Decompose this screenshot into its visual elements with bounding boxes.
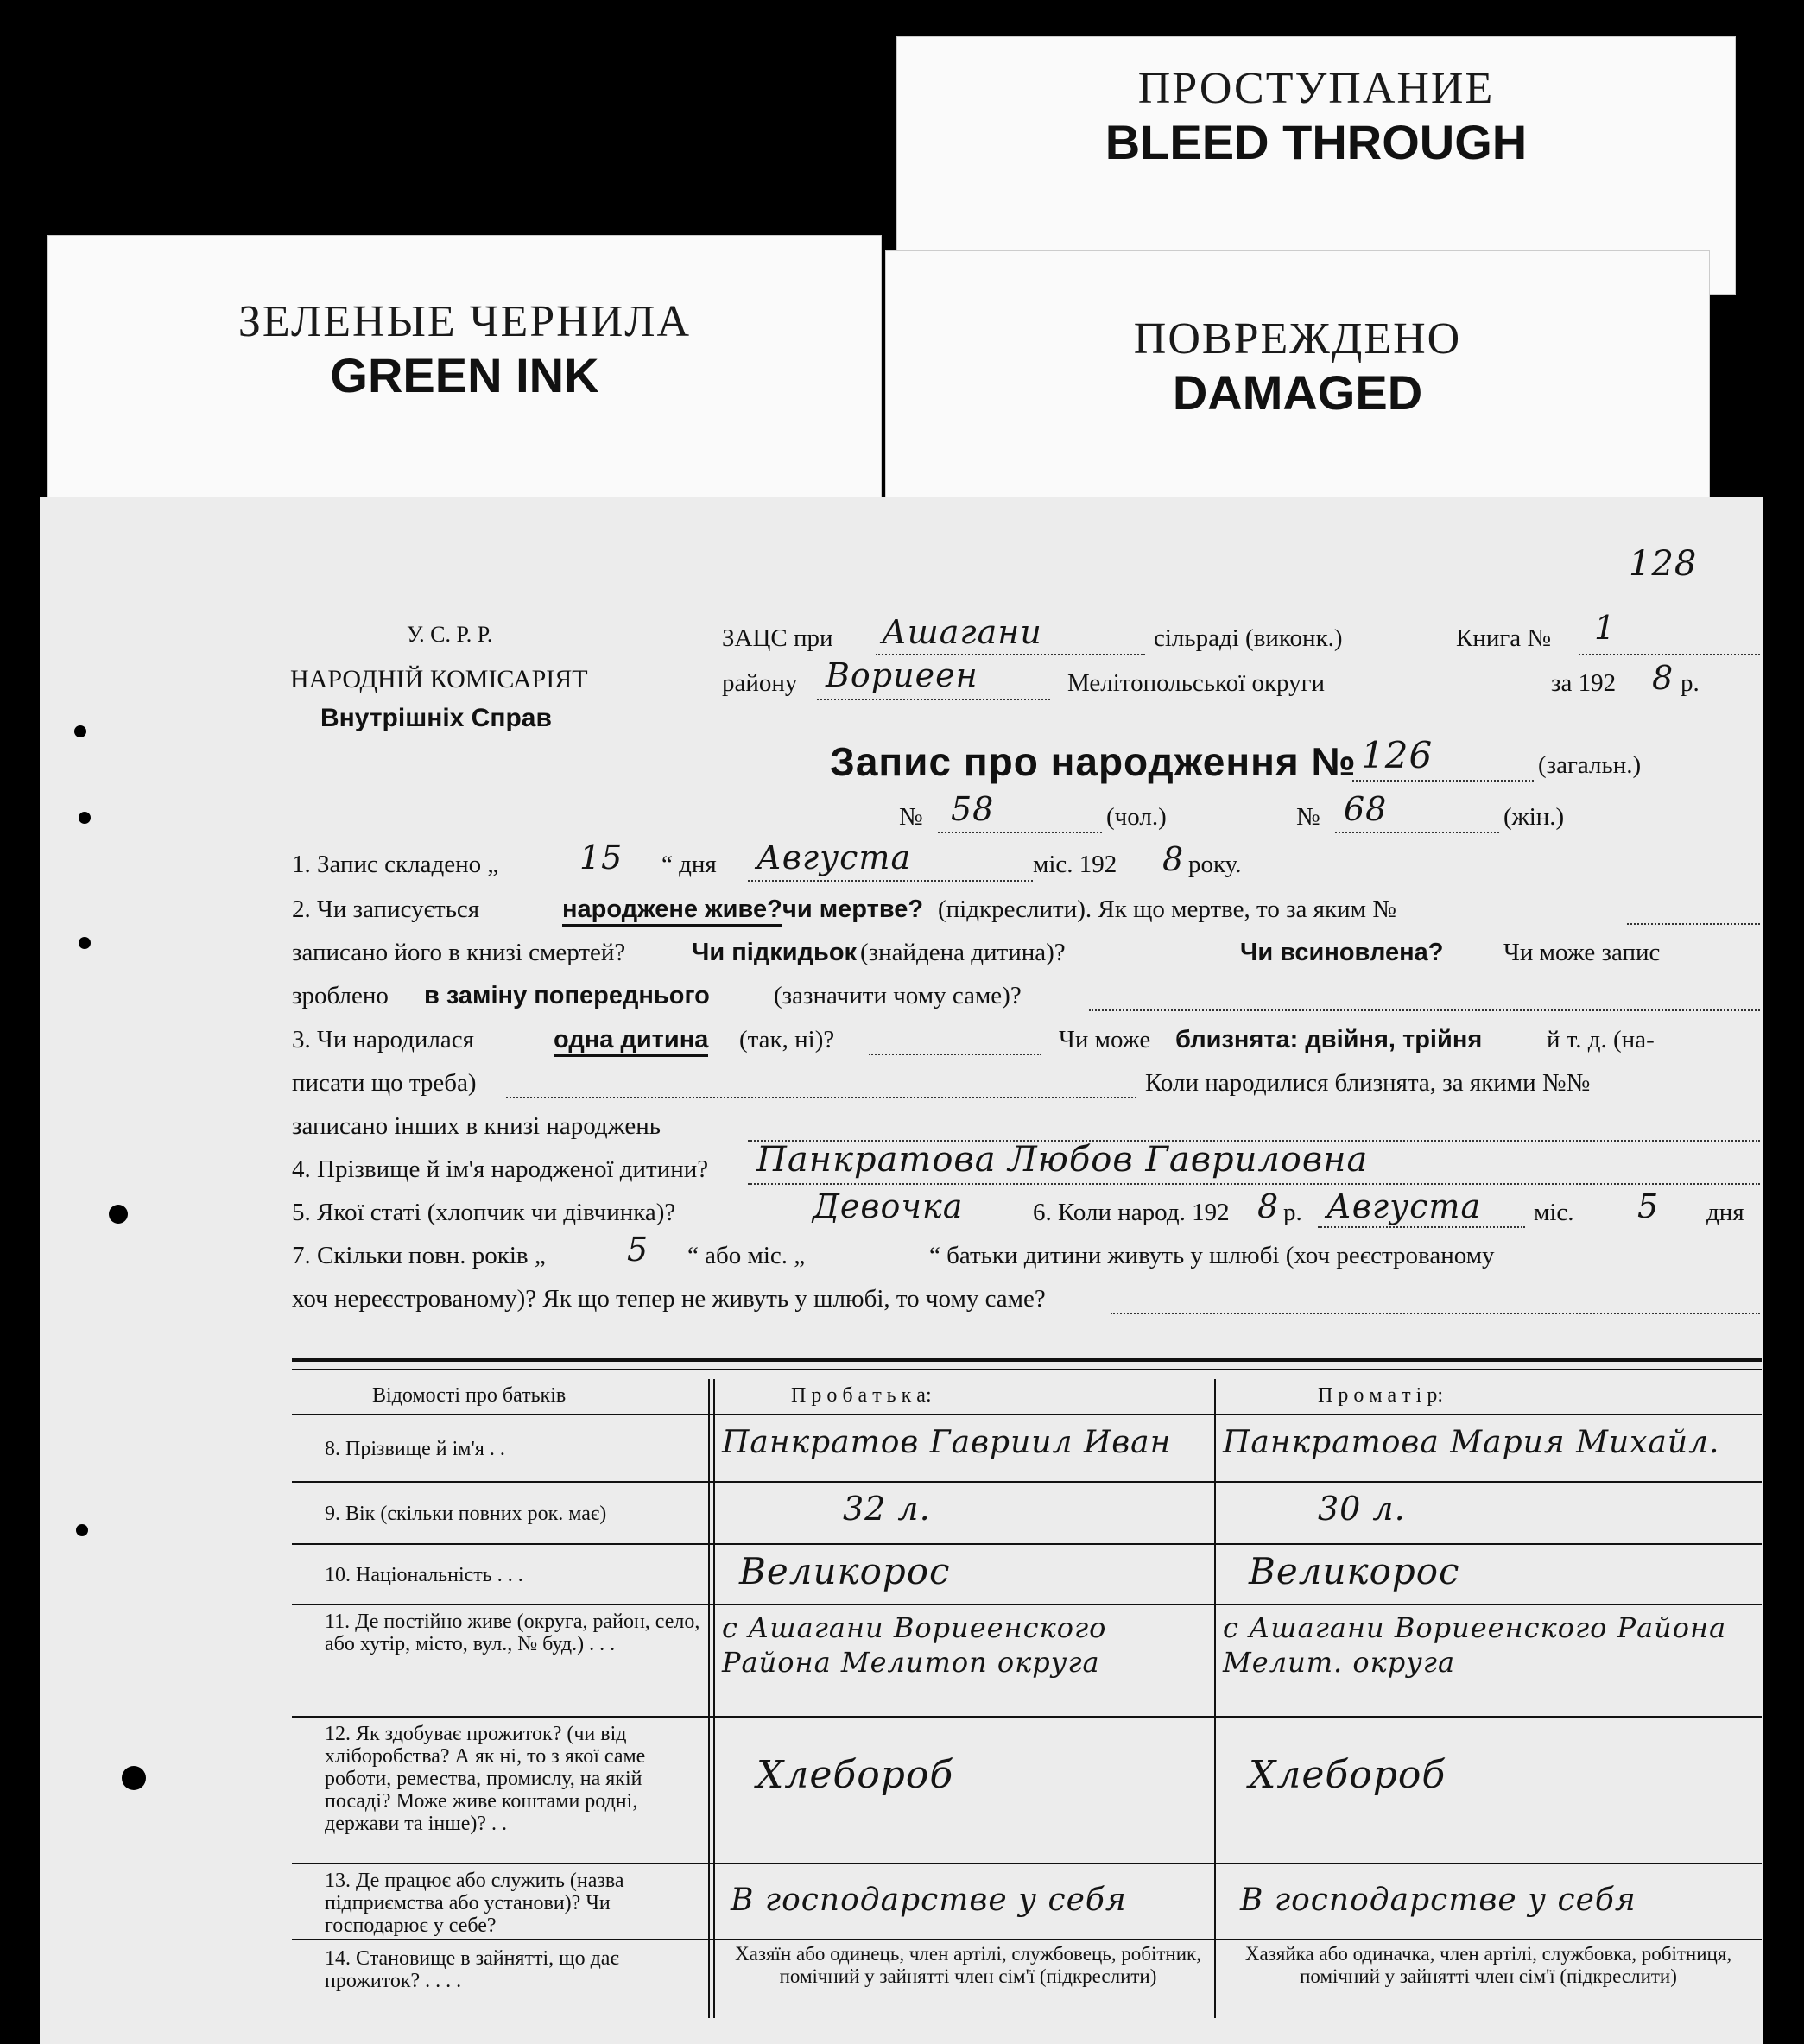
line1-a: 1. Запис складено „ [292,851,499,878]
line1-b: “ дня [661,851,717,878]
zags-place-line [876,654,1145,655]
row-label-name: 8. Прізвище й ім'я . . [325,1438,505,1460]
line2-l: (зазначити чому саме)? [774,982,1022,1009]
page-number: 128 [1629,544,1698,584]
father-occupation-status: Хазяїн або одинець, член артілі, службовець, робітник, помічний у зайнятті член сім'ї (підкреслити) [735,1943,1201,1987]
green-ink-card [47,235,882,511]
rayon-prefix: району [722,669,798,697]
foundling-option: Чи підкидьок [692,939,858,966]
rayon-value: Вориеен [826,656,978,694]
line4-label: 4. Прізвище й ім'я народженої дитини? [292,1155,709,1183]
line5-label: 5. Якої статі (хлопчик чи дівчинка)? [292,1199,676,1226]
year-digit: 8 [1652,659,1674,697]
replacement-line [1089,1009,1760,1011]
table-top-rule [292,1358,1762,1362]
record-title: Запис про народження № [830,739,1357,784]
birth-month: Августа [1326,1187,1482,1225]
table-row-line [292,1863,1762,1864]
line6-r: р. [1283,1199,1302,1226]
table-row-line [292,1716,1762,1718]
male-no-label: № [899,803,923,831]
father-residence: с Ашагани Вориеенского Района Мелитоп округа [722,1611,1107,1679]
single-child-option: одна дитина [554,1026,708,1057]
year-suffix: р. [1681,669,1700,697]
table-divider [1214,1379,1216,2018]
line1-c: міс. 192 [1033,851,1117,878]
male-no: 58 [951,790,995,828]
female-no: 68 [1344,790,1388,828]
line3-d: Чи може [1059,1026,1151,1054]
row-label-age: 9. Вік (скільки повних рок. має) [325,1503,607,1525]
green-ink-label-ru: ЗЕЛЕНЫЕ ЧЕРНИЛА [237,297,692,346]
line2-i: Чи може запис [1503,939,1661,966]
line7-a: 7. Скільки повн. років „ [292,1242,546,1269]
damaged-card [885,250,1710,509]
damaged-label-en: DAMAGED [1172,365,1423,420]
punch-hole [122,1766,146,1790]
replacement-option: в заміну попереднього [424,982,710,1009]
mother-livelihood: Хлебороб [1249,1753,1446,1797]
record-number-line [1352,780,1534,782]
born-dead-option: чи мертве? [782,895,924,923]
birth-record-document [40,497,1763,2044]
line1-d: року. [1188,851,1242,878]
line3-f: й т. д. (на- [1547,1026,1655,1054]
line2-g: (знайдена дитина)? [860,939,1066,966]
punch-hole [79,812,91,824]
child-name: Панкратова Любов Гавриловна [756,1140,1369,1180]
record-number: 126 [1361,734,1434,776]
record-month: Августа [756,838,912,876]
line2-a: 2. Чи записується [292,895,480,923]
father-workplace: В господарстве у себя [731,1883,1127,1918]
line7-b: “ або міс. „ [687,1242,806,1269]
line3-h: Коли народилися близнята, за якими №№ [1145,1069,1591,1097]
line7-c: “ батьки дитини живуть у шлюбі (хоч реєстрованому [929,1242,1495,1269]
year-label: за 192 [1551,669,1617,697]
punch-hole [76,1524,88,1536]
born-alive-option: народжене живе? [562,895,782,927]
female-label: (жін.) [1503,803,1565,831]
mother-occupation-status: Хазяйка або одиначка, член артілі, службовка, робітниця, помічний у зайнятті член сім'ї (підкреслити) [1244,1943,1732,1987]
row-label-nationality: 10. Національність . . . [325,1564,523,1586]
line6-dnya: дня [1706,1199,1744,1226]
father-nationality: Великорос [739,1550,951,1592]
col-mother-header: П р о м а т і р: [1318,1384,1443,1407]
record-day: 15 [579,838,623,876]
mother-nationality: Великорос [1249,1550,1460,1592]
line6-mis: міс. [1534,1199,1574,1226]
book-label: Книга № [1456,624,1552,652]
line3-g: писати що треба) [292,1069,477,1097]
row-label-residence: 11. Де постійно живе (округа, район, село, або хутір, місто, вул., № буд.) . . . [325,1611,700,1655]
table-header-line [292,1414,1762,1415]
female-no-label: № [1296,803,1320,831]
zags-place-value: Ашагани [882,613,1042,651]
twins-line [506,1097,1136,1098]
bleed-through-label-ru: ПРОСТУПАНИЕ [1137,64,1495,113]
single-child-line [869,1054,1041,1055]
twins-option: близнята: двійня, трійня [1175,1026,1483,1054]
child-sex: Девочка [813,1187,964,1225]
damaged-label-ru: ПОВРЕЖДЕНО [1133,314,1462,364]
punch-hole [109,1205,128,1224]
line3-c: (так, ні)? [739,1026,835,1054]
mother-workplace: В господарстве у себя [1240,1883,1636,1918]
table-row-line [292,1543,1762,1545]
punch-hole [79,937,91,949]
line6-label: 6. Коли народ. 192 [1033,1199,1230,1226]
female-no-line [1335,832,1499,833]
col-father-header: П р о б а т ь к а: [791,1384,932,1407]
bleed-through-label-en: BLEED THROUGH [1105,115,1528,169]
ussr-header: У. С. Р. Р. [407,622,493,647]
internal-affairs-header: Внутрішніх Справ [320,704,552,732]
death-no-line [1627,923,1760,925]
zags-prefix: ЗАЦС при [722,624,833,652]
record-year: 8 [1162,840,1185,878]
male-no-line [938,832,1102,833]
table-row-line [292,1939,1762,1940]
father-livelihood: Хлебороб [756,1753,954,1797]
male-label: (чол.) [1106,803,1167,831]
father-name: Панкратов Гавриил Иван [722,1425,1172,1460]
table-row-line [292,1481,1762,1483]
row-label-livelihood: 12. Як здобуває прожиток? (чи від хліборобства? А як ні, то з якої саме роботи, ремества, промислу, на якій посаді? Може живе коштами родні, держави та інше)? . . [325,1723,646,1835]
mother-residence: с Ашагани Вориеенского Района Мелит. округа [1223,1611,1727,1679]
birth-day: 5 [1637,1187,1660,1225]
row-label-occupation-status: 14. Становище в зайнятті, що дає прожиток? . . . . [325,1947,619,1992]
line2-e: записано його в книзі смертей? [292,939,626,966]
child-name-line [748,1183,1760,1185]
separation-reason-line [1111,1313,1760,1314]
line2-j: зроблено [292,982,389,1009]
mother-name: Панкратова Мария Михайл. [1223,1425,1720,1460]
punch-hole [74,725,86,737]
birth-month-line [1318,1226,1525,1228]
mother-age: 30 л. [1318,1490,1406,1528]
table-top-rule-2 [292,1369,1762,1370]
line2-d: (підкреслити). Як що мертве, то за яким № [938,895,1396,923]
marriage-years: 5 [627,1231,649,1269]
okruga-label: Мелітопольської округи [1067,669,1326,697]
adopted-option: Чи всиновлена? [1240,939,1444,966]
line3-i: записано інших в книзі народжень [292,1112,661,1140]
table-divider [713,1379,715,2018]
commissariat-header: НАРОДНІЙ КОМІСАРІЯТ [290,665,588,693]
zags-suffix: сільраді (виконк.) [1154,624,1343,652]
row-label-workplace: 13. Де працює або служить (назва підприємства або установи)? Чи господарює у себе? [325,1870,624,1937]
book-number: 1 [1594,609,1617,647]
table-divider [708,1379,710,2018]
birth-year: 8 [1257,1187,1280,1225]
line3-a: 3. Чи народилася [292,1026,475,1054]
green-ink-label-en: GREEN INK [330,348,599,402]
general-label: (загальн.) [1538,751,1642,779]
line7-d: хоч нереєстрованому)? Як що тепер не живуть у шлюбі, то чому саме? [292,1285,1046,1313]
father-age: 32 л. [843,1490,931,1528]
rayon-line [817,699,1050,700]
book-line [1579,654,1760,655]
record-month-line [748,880,1033,882]
col-info-header: Відомості про батьків [372,1384,567,1407]
table-row-line [292,1604,1762,1605]
